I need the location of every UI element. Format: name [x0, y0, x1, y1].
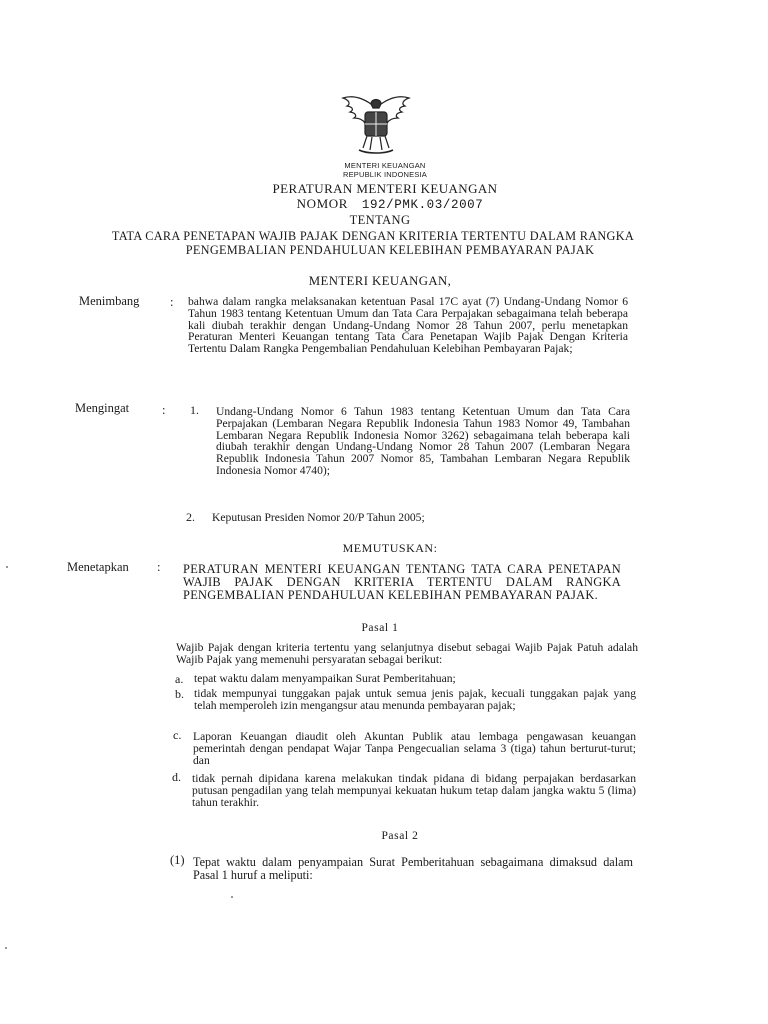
scan-speck	[231, 896, 233, 898]
garuda-emblem-icon	[337, 90, 415, 160]
number-value: 192/PMK.03/2007	[361, 198, 484, 212]
pasal1-heading: Pasal 1	[361, 622, 399, 634]
subject-line1: TATA CARA PENETAPAN WAJIB PAJAK DENGAN KRITERIA TERTENTU DALAM RANGKA	[111, 229, 635, 243]
scan-speck	[6, 566, 8, 568]
mengingat-colon: :	[162, 403, 166, 417]
mengingat-item-1-num: 1.	[190, 403, 199, 417]
tentang-heading: TENTANG	[349, 213, 411, 227]
mengingat-item-2-text: Keputusan Presiden Nomor 20/P Tahun 2005;	[212, 511, 425, 524]
menetapkan-colon: :	[157, 560, 161, 574]
pasal1-item-c-text: Laporan Keuangan diaudit oleh Akuntan Publik atau lembaga pengawasan keuangan pemerintah dengan pendapat Wajar Tanpa Pengecualian selama 3 (tiga) tahun berturut-turut; dan	[193, 730, 636, 767]
pasal1-item-b-num: b.	[175, 687, 184, 701]
pasal2-heading: Pasal 2	[381, 830, 419, 842]
regulation-number-line	[240, 196, 540, 212]
pasal1-intro: Wajib Pajak dengan kriteria tertentu yang selanjutnya disebut sebagai Wajib Pajak Patuh adalah Wajib Pajak yang memenuhi persyaratan sebagai berikut:	[176, 641, 638, 666]
pasal2-item-1-num: (1)	[170, 853, 185, 867]
menimbang-text: bahwa dalam rangka melaksanakan ketentuan Pasal 17C ayat (7) Undang-Undang Nomor 6 Tahun 1983 tentang Ketentuan Umum dan Tata Cara Perpajakan sebagaimana telah beberapa kali diubah terakhir dengan Undang-Undang Nomor 28 Tahun 2007, perlu menetapkan Peraturan Menteri Keuangan tentang Tata Cara Penetapan Wajib Pajak Dengan Kriteria Tertentu Dalam Rangka Pengembalian Pendahuluan Kelebihan Pembayaran Pajak;	[188, 295, 628, 356]
menetapkan-text: PERATURAN MENTERI KEUANGAN TENTANG TATA CARA PENETAPAN WAJIB PAJAK DENGAN KRITERIA TERTENTU DALAM RANGKA PENGEMBALIAN PENDAHULUAN KELEBIHAN PEMBAYARAN PAJAK.	[183, 562, 621, 602]
menimbang-label: Menimbang	[79, 294, 140, 308]
pasal1-item-d-text: tidak pernah dipidana karena melakukan tindak pidana di bidang perpajakan berdasarkan putusan pengadilan yang telah mempunyai kekuatan hukum tetap dalam jangka waktu 5 (lima) tahun terakhir.	[192, 772, 636, 809]
pasal1-item-a-text: tepat waktu dalam menyampaikan Surat Pemberitahuan;	[194, 672, 456, 685]
ministry-line2: REPUBLIK INDONESIA	[342, 170, 428, 179]
pasal1-item-a-num: a.	[175, 672, 184, 686]
mengingat-label: Mengingat	[75, 401, 130, 415]
menimbang-colon: :	[170, 295, 174, 309]
number-label: NOMOR	[296, 196, 348, 211]
memutuskan-heading: MEMUTUSKAN:	[342, 541, 438, 555]
scan-speck	[5, 947, 7, 949]
menetapkan-label: Menetapkan	[67, 560, 129, 574]
subject-line2: PENGEMBALIAN PENDAHULUAN KELEBIHAN PEMBAYARAN PAJAK	[185, 243, 595, 257]
regulation-title: PERATURAN MENTERI KEUANGAN	[272, 181, 498, 196]
minister-heading: MENTERI KEUANGAN,	[308, 274, 452, 288]
mengingat-item-2-num: 2.	[186, 510, 195, 524]
pasal1-item-b-text: tidak mempunyai tunggakan pajak untuk semua jenis pajak, kecuali tunggakan pajak yang telah memperoleh izin mengangsur atau menunda pembayaran pajak;	[194, 687, 636, 712]
pasal1-item-d-num: d.	[172, 770, 181, 784]
ministry-line1: MENTERI KEUANGAN	[344, 161, 426, 170]
pasal2-item-1-text: Tepat waktu dalam penyampaian Surat Pemberitahuan sebagaimana dimaksud dalam Pasal 1 huruf a meliputi:	[193, 855, 633, 882]
mengingat-item-1-text: Undang-Undang Nomor 6 Tahun 1983 tentang Ketentuan Umum dan Tata Cara Perpajakan (Lembaran Negara Republik Indonesia Tahun 1983 Nomor 49, Tambahan Lembaran Negara Republik Indonesia Nomor 3262) sebagaimana telah beberapa kali diubah terakhir dengan Undang-Undang Nomor 28 Tahun 2007 (Lembaran Negara Republik Indonesia Tahun 2007 Nomor 85, Tambahan Lembaran Negara Republik Indonesia Nomor 4740);	[216, 405, 630, 477]
pasal1-item-c-num: c.	[173, 728, 182, 742]
